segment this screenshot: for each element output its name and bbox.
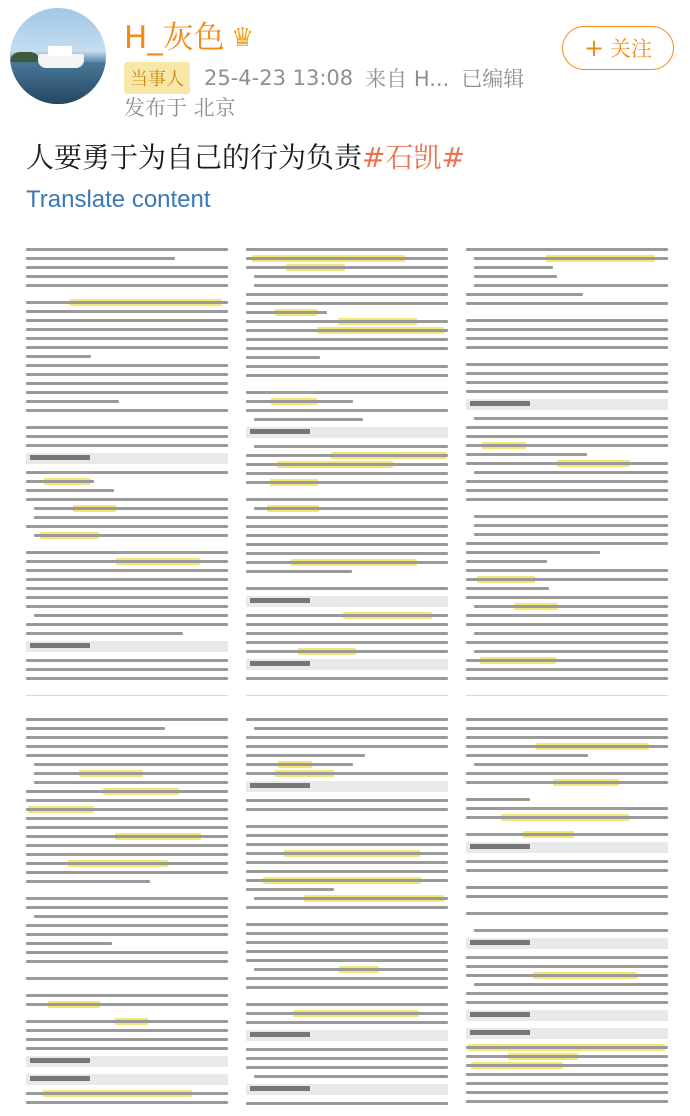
text-line (26, 498, 228, 501)
text-line (466, 641, 668, 644)
follow-button[interactable] (562, 26, 674, 70)
text-line (26, 578, 228, 581)
text-line (466, 677, 668, 680)
text-line (254, 1075, 448, 1078)
text-line (246, 718, 448, 721)
text-line (246, 293, 448, 296)
follow-label: 关注 (610, 37, 653, 61)
text-line (34, 614, 228, 617)
text-line (26, 677, 228, 680)
text-line (26, 933, 228, 936)
text-line (26, 525, 228, 528)
text-line (26, 736, 228, 739)
text-line (246, 923, 448, 926)
text-line (466, 444, 668, 447)
text-line (466, 453, 587, 456)
text-line (26, 310, 228, 313)
text-line (246, 347, 448, 350)
text-line (246, 463, 448, 466)
username-text: H_灰色 (124, 20, 225, 56)
document-page (26, 706, 228, 1114)
text-line (246, 843, 448, 846)
text-line (246, 977, 448, 980)
document-page (26, 236, 228, 696)
text-line (466, 319, 668, 322)
avatar[interactable] (10, 8, 106, 104)
text-line (26, 605, 228, 608)
text-line (246, 472, 448, 475)
text-line (474, 650, 668, 653)
text-line (26, 718, 228, 721)
text-line (26, 1003, 228, 1006)
text-line (246, 561, 448, 564)
text-line (26, 346, 228, 349)
text-line (26, 668, 228, 671)
text-line (474, 266, 553, 269)
text-line (26, 799, 228, 802)
text-line (466, 578, 668, 581)
text-line (26, 1092, 228, 1095)
text-line (246, 852, 448, 855)
section-header (246, 659, 448, 670)
text-line (246, 266, 448, 269)
text-line (466, 860, 668, 863)
text-line (466, 833, 668, 836)
text-line (26, 897, 228, 900)
text-line (34, 781, 228, 784)
section-header (246, 596, 448, 607)
text-line (26, 942, 112, 945)
section-header (466, 1028, 668, 1039)
text-line (26, 596, 228, 599)
text-line (246, 879, 448, 882)
text-line (466, 895, 668, 898)
text-line (246, 941, 448, 944)
text-line (26, 355, 91, 358)
section-header-text (470, 1012, 530, 1017)
section-header-text (30, 1058, 90, 1063)
text-line (254, 445, 448, 448)
post-text (26, 136, 465, 176)
section-header-text (250, 429, 310, 434)
text-line (246, 302, 448, 305)
section-header-text (250, 783, 310, 788)
text-line (26, 1029, 228, 1032)
text-line (466, 754, 588, 757)
text-line (466, 542, 668, 545)
text-line (26, 426, 228, 429)
text-line (246, 311, 327, 314)
text-line (466, 772, 668, 775)
text-line (246, 1057, 448, 1060)
text-line (246, 338, 448, 341)
section-header-text (470, 401, 530, 406)
text-line (246, 525, 448, 528)
text-line (466, 869, 668, 872)
text-line (26, 480, 94, 483)
text-line (246, 763, 353, 766)
text-line (474, 471, 668, 474)
text-line (26, 1020, 228, 1023)
text-line (26, 994, 228, 997)
text-line (246, 329, 448, 332)
text-line (474, 417, 668, 420)
avatar-boat-cabin (48, 46, 72, 56)
text-line (474, 284, 668, 287)
text-line (466, 736, 668, 739)
text-line (246, 498, 448, 501)
text-line (466, 659, 668, 662)
page-divider (246, 695, 448, 696)
text-line (474, 515, 668, 518)
text-line (26, 444, 228, 447)
text-line (466, 1001, 668, 1004)
text-line (246, 677, 448, 680)
text-line (466, 293, 583, 296)
document-page (246, 236, 448, 696)
text-line (254, 507, 448, 510)
text-line (466, 1091, 668, 1094)
text-line (246, 772, 448, 775)
post-edited[interactable]: 已编辑 (461, 67, 525, 91)
text-line (26, 248, 228, 251)
text-line (246, 799, 448, 802)
section-header (246, 1084, 448, 1095)
text-line (466, 965, 668, 968)
text-line (26, 871, 228, 874)
text-line (26, 790, 228, 793)
text-line (246, 870, 448, 873)
text-line (246, 356, 320, 359)
text-line (466, 912, 668, 915)
plus-icon: + (583, 34, 605, 62)
text-line (466, 560, 547, 563)
crown-icon: ♛ (230, 23, 255, 53)
text-line (246, 614, 448, 617)
text-line (466, 569, 668, 572)
text-line (466, 623, 668, 626)
text-line (466, 992, 668, 995)
text-line (466, 551, 600, 554)
text-line (34, 534, 228, 537)
text-line (26, 284, 228, 287)
text-line (466, 489, 668, 492)
text-line (246, 320, 448, 323)
text-line (26, 754, 228, 757)
text-line (246, 906, 448, 909)
text-line (254, 418, 363, 421)
text-line (466, 1064, 668, 1067)
text-line (26, 1101, 228, 1104)
text-line (26, 409, 228, 412)
text-line (474, 605, 668, 608)
username[interactable] (124, 18, 254, 58)
text-line (466, 886, 668, 889)
post-timestamp: 25-4-23 13:08 (204, 66, 354, 90)
document-page (466, 236, 668, 696)
text-line (26, 862, 228, 865)
text-line (466, 1100, 668, 1103)
post-image-document[interactable] (16, 228, 674, 1114)
text-line (466, 1082, 668, 1085)
text-line (466, 587, 549, 590)
text-line (466, 614, 668, 617)
text-line (26, 826, 228, 829)
text-line (246, 481, 448, 484)
text-line (26, 632, 183, 635)
section-header-text (470, 940, 530, 945)
post-text-body: 人要勇于为自己的行为负责 (26, 141, 363, 174)
text-line (466, 816, 668, 819)
section-header (466, 938, 668, 949)
text-line (26, 844, 228, 847)
text-line (474, 533, 668, 536)
text-line (26, 835, 228, 838)
text-line (246, 1021, 448, 1024)
section-header-text (30, 455, 90, 460)
text-line (34, 516, 228, 519)
text-line (466, 1046, 668, 1049)
text-line (466, 498, 668, 501)
text-line (26, 319, 228, 322)
translate-link[interactable]: Translate content (26, 186, 211, 213)
text-line (26, 391, 228, 394)
text-line (246, 1066, 448, 1069)
text-line (26, 435, 228, 438)
text-line (246, 543, 448, 546)
hashtag-link[interactable]: #石凯# (362, 141, 465, 174)
text-line (246, 454, 448, 457)
text-line (466, 956, 668, 959)
text-line (466, 974, 668, 977)
document-page (466, 706, 668, 1114)
post-source[interactable]: 来自 H... (365, 67, 450, 91)
section-header-text (250, 1032, 310, 1037)
text-line (466, 462, 668, 465)
section-header (246, 1030, 448, 1041)
text-line (246, 516, 448, 519)
section-header-text (470, 844, 530, 849)
text-line (26, 275, 228, 278)
text-line (26, 551, 228, 554)
text-line (466, 727, 668, 730)
text-line (246, 1048, 448, 1051)
text-line (26, 977, 228, 980)
section-header (26, 453, 228, 464)
text-line (246, 888, 334, 891)
page-divider (26, 695, 228, 696)
text-line (246, 409, 448, 412)
text-line (246, 959, 448, 962)
text-line (246, 534, 448, 537)
text-line (466, 372, 668, 375)
text-line (466, 1055, 668, 1058)
text-line (474, 983, 668, 986)
text-line (26, 471, 228, 474)
text-line (466, 435, 668, 438)
text-line (34, 763, 228, 766)
text-line (246, 754, 365, 757)
text-line (474, 257, 668, 260)
text-line (34, 772, 228, 775)
text-line (466, 363, 668, 366)
text-line (246, 736, 448, 739)
text-line (466, 781, 668, 784)
text-line (26, 569, 228, 572)
section-header (26, 1074, 228, 1085)
text-line (246, 745, 448, 748)
text-line (26, 382, 228, 385)
text-line (474, 632, 668, 635)
text-line (466, 426, 668, 429)
text-line (26, 817, 228, 820)
section-header (26, 1056, 228, 1067)
section-header-text (30, 643, 90, 648)
text-line (254, 968, 448, 971)
post-meta (124, 62, 524, 94)
text-line (474, 524, 668, 527)
text-line (26, 745, 228, 748)
text-line (466, 248, 668, 251)
text-line (26, 257, 175, 260)
text-line (26, 266, 228, 269)
avatar-sea (10, 62, 106, 104)
section-header (26, 641, 228, 652)
text-line (474, 929, 668, 932)
text-line (246, 587, 448, 590)
text-line (254, 897, 448, 900)
section-header (466, 399, 668, 410)
text-line (26, 853, 228, 856)
text-line (246, 570, 352, 573)
text-line (246, 400, 353, 403)
text-line (26, 337, 228, 340)
text-line (26, 373, 228, 376)
text-line (246, 1012, 448, 1015)
text-line (246, 932, 448, 935)
text-line (26, 400, 119, 403)
text-line (466, 745, 668, 748)
section-header-text (250, 598, 310, 603)
section-header (246, 781, 448, 792)
text-line (26, 924, 228, 927)
text-line (26, 623, 228, 626)
document-page (246, 706, 448, 1114)
text-line (466, 668, 668, 671)
text-line (246, 641, 448, 644)
text-line (246, 248, 448, 251)
text-line (246, 257, 448, 260)
text-line (26, 960, 228, 963)
text-line (26, 880, 150, 883)
text-line (246, 1102, 448, 1105)
text-line (466, 807, 668, 810)
text-line (246, 623, 448, 626)
text-line (474, 763, 668, 766)
text-line (474, 275, 557, 278)
text-line (26, 1038, 228, 1041)
text-line (466, 1073, 668, 1076)
text-line (254, 727, 448, 730)
text-line (26, 951, 228, 954)
text-line (246, 365, 448, 368)
text-line (26, 560, 228, 563)
post-location: 发布于 北京 (124, 96, 236, 120)
text-line (246, 825, 448, 828)
section-header-text (250, 1086, 310, 1091)
text-line (466, 480, 668, 483)
text-line (26, 328, 228, 331)
text-line (254, 284, 448, 287)
page-divider (466, 695, 668, 696)
text-line (246, 986, 448, 989)
text-line (246, 861, 448, 864)
text-line (26, 489, 114, 492)
section-header-text (470, 1030, 530, 1035)
text-line (246, 808, 448, 811)
text-line (246, 552, 448, 555)
section-header (466, 842, 668, 853)
text-line (466, 302, 668, 305)
text-line (34, 915, 228, 918)
text-line (34, 507, 228, 510)
text-line (26, 808, 228, 811)
text-line (466, 328, 668, 331)
text-line (466, 337, 668, 340)
text-line (246, 1003, 448, 1006)
text-line (254, 275, 448, 278)
text-line (246, 391, 448, 394)
section-header-text (30, 1076, 90, 1081)
text-line (26, 906, 228, 909)
section-header (246, 427, 448, 438)
text-line (466, 718, 668, 721)
text-line (466, 346, 668, 349)
text-line (26, 587, 228, 590)
section-header (466, 1010, 668, 1021)
section-header-text (250, 661, 310, 666)
text-line (246, 374, 448, 377)
text-line (26, 659, 228, 662)
text-line (466, 390, 668, 393)
text-line (466, 596, 668, 599)
text-line (26, 1047, 228, 1050)
text-line (246, 632, 448, 635)
text-line (26, 727, 165, 730)
text-line (466, 798, 530, 801)
text-line (246, 950, 448, 953)
text-line (246, 650, 448, 653)
avatar-boat (38, 54, 84, 68)
text-line (246, 834, 448, 837)
text-line (466, 381, 668, 384)
status-badge: 当事人 (124, 62, 190, 94)
text-line (26, 364, 228, 367)
text-line (26, 301, 228, 304)
